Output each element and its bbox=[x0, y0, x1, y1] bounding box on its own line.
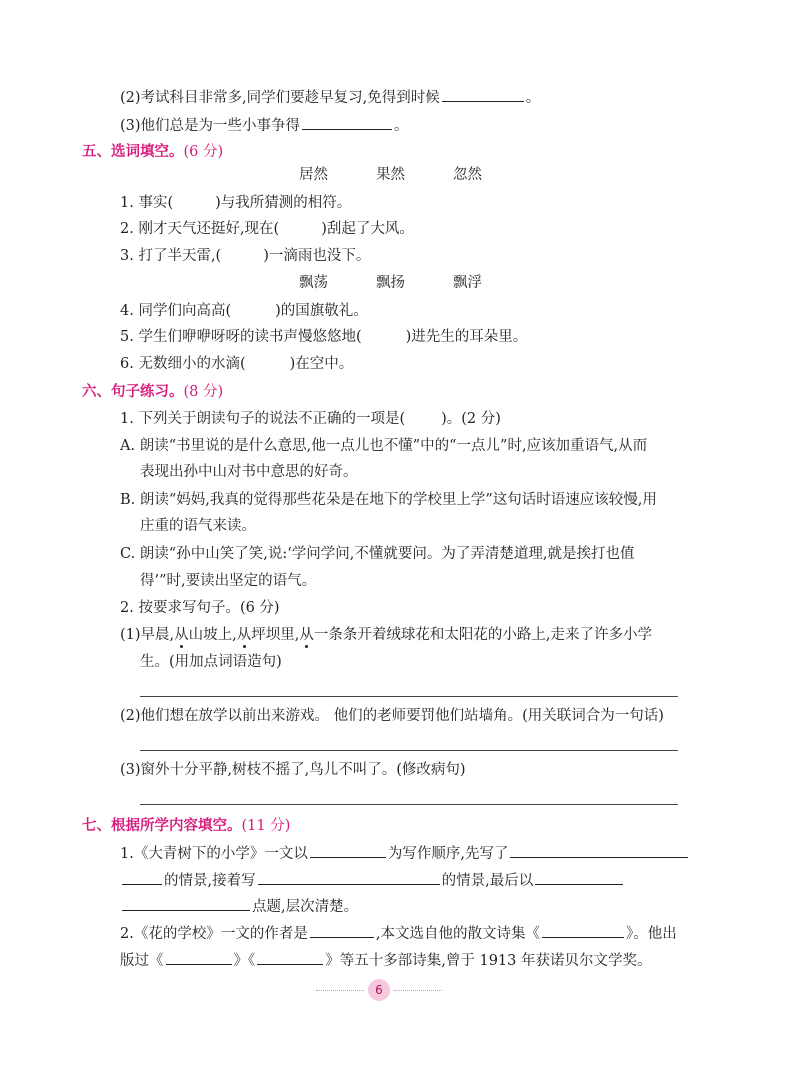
section6-option-b-cont: 庄重的语气来读。 bbox=[140, 518, 256, 534]
section7-heading: 七、根据所学内容填空。(11 分) bbox=[82, 817, 291, 834]
emphasis-dot-word: 从 bbox=[174, 627, 189, 643]
footer-divider-right bbox=[394, 990, 442, 991]
section5-q2: 2. 刚才天气还挺好,现在( )刮起了大风。 bbox=[120, 221, 414, 237]
section6-sentence-2: (2)他们想在放学以前出来游戏。 他们的老师要罚他们站墙角。(用关联词合为一句话) bbox=[120, 708, 664, 724]
section5-q6: 6. 无数细小的水滴( )在空中。 bbox=[120, 356, 354, 372]
top-q2: (2)考试科目非常多,同学们要趁早复习,免得到时候 。 bbox=[120, 86, 540, 108]
section6-sentence-1: (1)早晨,从山坡上,从坪坝里,从一条条开着绒球花和太阳花的小路上,走来了许多小学 bbox=[120, 627, 652, 643]
section6-sentence-3: (3)窗外十分平静,树枝不摇了,鸟儿不叫了。(修改病句) bbox=[120, 762, 466, 778]
fill-blank[interactable] bbox=[258, 869, 440, 885]
section5-q4: 4. 同学们向高高( )的国旗敬礼。 bbox=[120, 303, 368, 319]
section5-heading: 五、选词填空。(6 分) bbox=[82, 143, 224, 160]
top-q3-blank[interactable] bbox=[302, 114, 392, 130]
fill-blank[interactable] bbox=[166, 949, 232, 965]
footer-divider-left bbox=[316, 990, 364, 991]
answer-line[interactable] bbox=[140, 696, 678, 697]
fill-blank[interactable] bbox=[310, 842, 386, 858]
word-option: 飘扬 bbox=[376, 275, 405, 291]
emphasis-dot-word: 从 bbox=[299, 627, 314, 643]
section7-q1-line2: 的情景,接着写 的情景,最后以 bbox=[120, 869, 625, 891]
section6-option-b: B. 朗读“妈妈,我真的觉得那些花朵是在地下的学校里上学”这句话时语速应该较慢,用 bbox=[120, 492, 657, 508]
section7-q1-line3: 点题,层次清楚。 bbox=[120, 895, 358, 917]
section7-q2-line1: 2.《花的学校》一文的作者是 ,本文选自他的散文诗集《 》。他出 bbox=[120, 922, 677, 944]
section5-q5: 5. 学生们咿咿呀呀的读书声慢悠悠地( )进先生的耳朵里。 bbox=[120, 329, 528, 345]
fill-blank[interactable] bbox=[510, 842, 688, 858]
section6-option-a: A. 朗读“书里说的是什么意思,他一点儿也不懂”中的“一点儿”时,应该加重语气,从而 bbox=[120, 438, 648, 454]
section5-word-group-1 bbox=[299, 165, 482, 185]
section5-q1: 1. 事实( )与我所猜测的相符。 bbox=[120, 195, 352, 211]
word-option: 居然 bbox=[299, 167, 328, 183]
page-number: 6 bbox=[368, 979, 390, 1001]
word-option: 飘浮 bbox=[453, 275, 482, 291]
fill-blank[interactable] bbox=[535, 869, 623, 885]
section6-q2: 2. 按要求写句子。(6 分) bbox=[120, 600, 280, 616]
section6-option-c: C. 朗读“孙中山笑了笑,说:‘学问学问,不懂就要问。为了弄清楚道理,就是挨打也值 bbox=[120, 546, 635, 562]
section6-option-a-cont: 表现出孙中山对书中意思的好奇。 bbox=[140, 464, 358, 480]
word-option: 忽然 bbox=[453, 167, 482, 183]
section7-q2-line2: 版过《 》《 》等五十多部诗集,曾于 1913 年获诺贝尔文学奖。 bbox=[120, 949, 651, 971]
word-option: 果然 bbox=[376, 167, 405, 183]
fill-blank[interactable] bbox=[310, 922, 374, 938]
emphasis-dot-word: 从 bbox=[236, 627, 252, 643]
top-q2-blank[interactable] bbox=[442, 86, 524, 102]
section5-word-group-2 bbox=[299, 273, 482, 293]
fill-blank[interactable] bbox=[257, 949, 323, 965]
fill-blank[interactable] bbox=[122, 895, 250, 911]
answer-line[interactable] bbox=[140, 750, 678, 751]
section5-q3: 3. 打了半天雷,( )一滴雨也没下。 bbox=[120, 248, 371, 264]
section7-q1-line1: 1.《大青树下的小学》一文以 为写作顺序,先写了 bbox=[120, 842, 690, 864]
section6-option-c-cont: 得’”时,要读出坚定的语气。 bbox=[140, 573, 317, 589]
section6-q1: 1. 下列关于朗读句子的说法不正确的一项是( )。(2 分) bbox=[120, 411, 501, 427]
fill-blank[interactable] bbox=[122, 869, 162, 885]
word-option: 飘荡 bbox=[299, 275, 328, 291]
answer-line[interactable] bbox=[140, 804, 678, 805]
section6-sentence-1-cont: 生。(用加点词语造句) bbox=[140, 654, 282, 670]
fill-blank[interactable] bbox=[542, 922, 624, 938]
section6-heading: 六、句子练习。(8 分) bbox=[82, 383, 224, 400]
top-q3: (3)他们总是为一些小事争得 。 bbox=[120, 114, 409, 136]
